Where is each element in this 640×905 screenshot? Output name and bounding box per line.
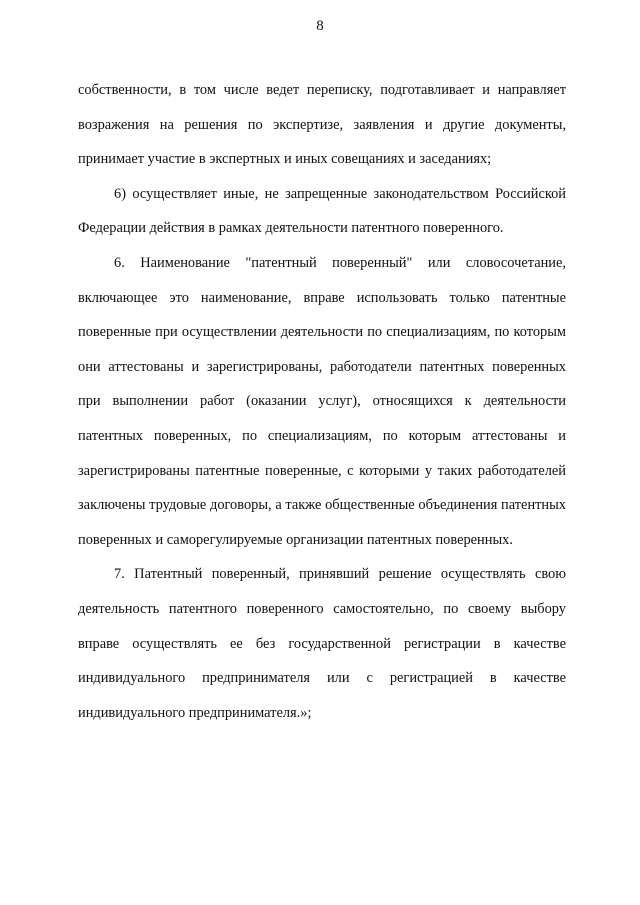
paragraph-clause-6: 6. Наименование "патентный поверенный" или словосочетание, включающее это наименование, вправе использовать только патентные поверенные при осуществлении деятельности по специализациям, по которым они аттестованы и зарегистрированы, работодатели патентных поверенных при выполнении работ (оказании услуг), относящихся к деятельности патентных поверенных, по специализациям, по которым аттестованы и зарегистрированы патентные поверенные, с которыми у таких работодателей заключены трудовые договоры, а также общественные объединения патентных поверенных и саморегулируемые организации патентных поверенных. — [78, 254, 566, 548]
page-number: 8 — [316, 18, 324, 34]
paragraph-clause-7: 7. Патентный поверенный, принявший решение осуществлять свою деятельность патентного поверенного самостоятельно, по своему выбору вправе осуществлять ее без государственной регистрации в качестве индивидуального предпринимателя или с регистрацией в качестве индивидуального предпринимателя.»; — [78, 566, 566, 721]
paragraph-continuation: собственности, в том числе ведет переписку, подготавливает и направляет возражения на решения по экспертизе, заявления и другие документы, принимает участие в экспертных и иных совещаниях и заседаниях; — [78, 82, 566, 168]
document-body — [78, 73, 566, 730]
paragraph-item-6: 6) осуществляет иные, не запрещенные законодательством Российской Федерации действия в рамках деятельности патентного поверенного. — [78, 185, 566, 237]
